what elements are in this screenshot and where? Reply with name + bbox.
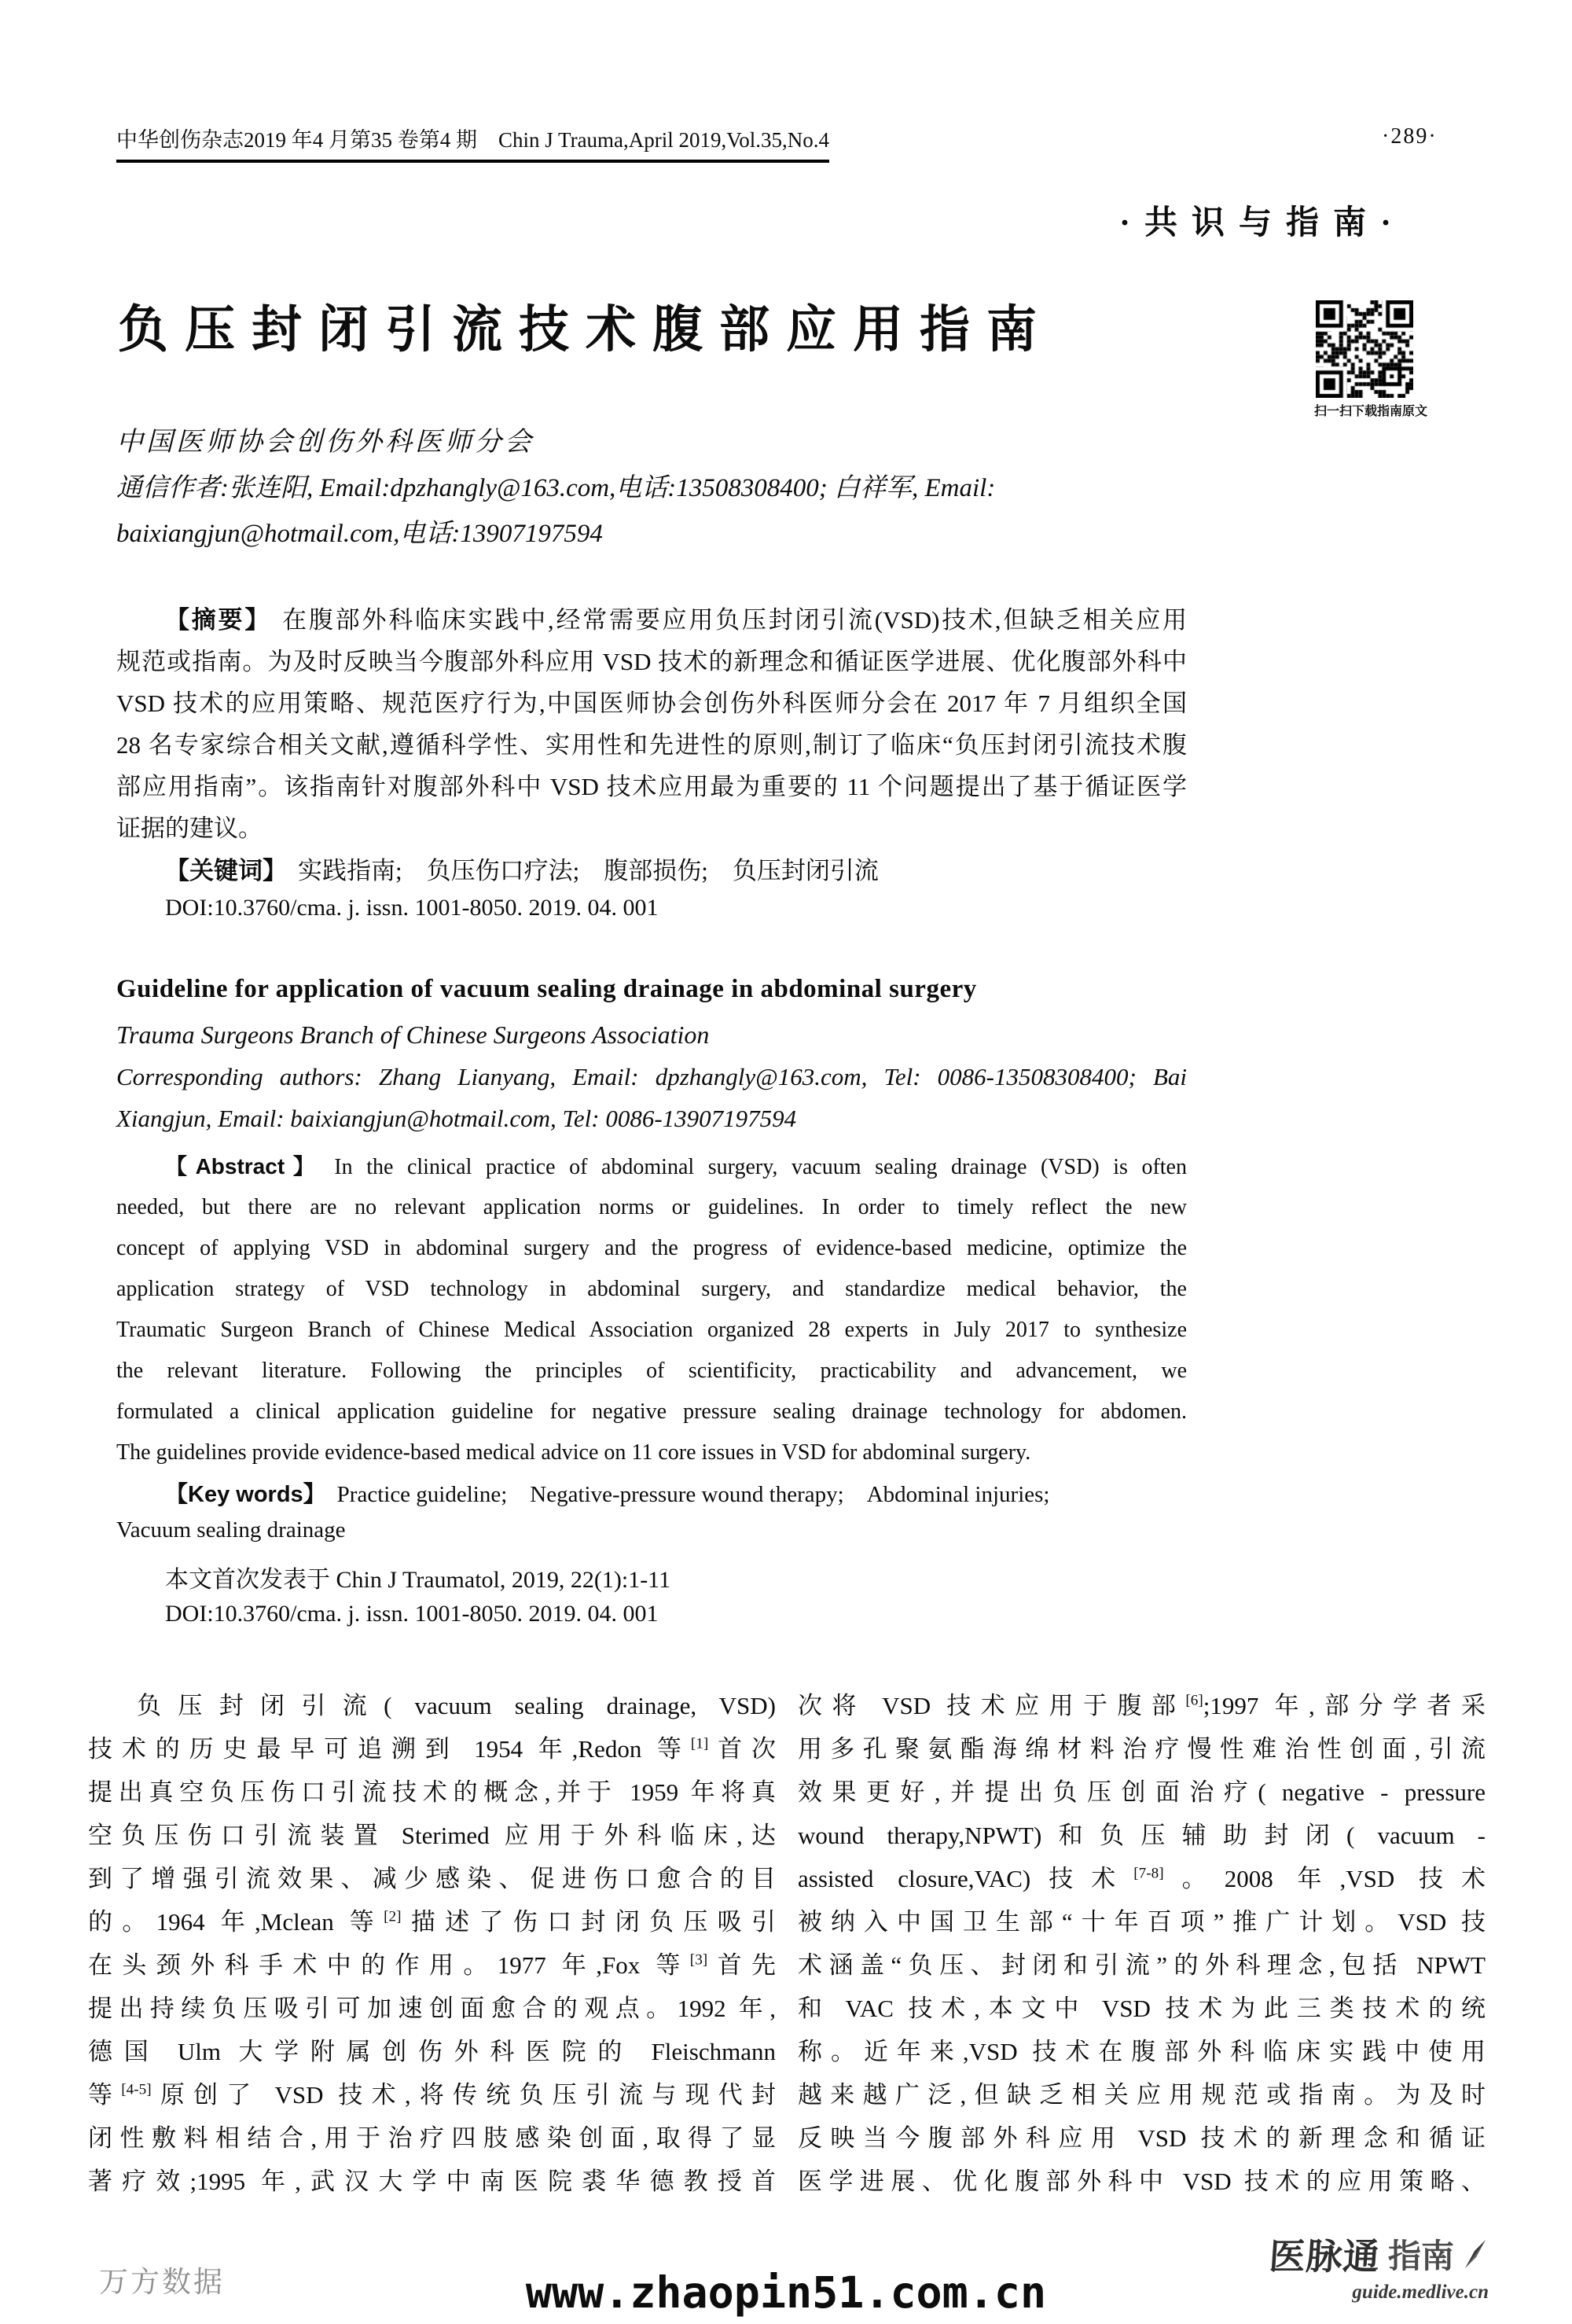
keywords-cn-text: 实践指南; 负压伤口疗法; 腹部损伤; 负压封闭引流 [298, 857, 879, 884]
body-line: 反映当今腹部外科应用 VSD 技术的新理念和循证 [798, 2124, 1486, 2152]
site-watermark: www.zhaopin51.com.cn [525, 2267, 1047, 2318]
body-right-column [798, 1684, 1486, 2203]
body-line: 等[4-5]原创了 VSD 技术,将传统负压引流与现代封 [88, 2081, 776, 2109]
body-line: 称。近年来,VSD 技术在腹部外科临床实践中使用 [798, 2038, 1486, 2065]
doi-cn: DOI:10.3760/cma. j. issn. 1001-8050. 2019. 04. 001 [165, 895, 659, 921]
corresponding-authors-cn-line1: 通信作者:张连阳, Email:dpzhangly@163.com,电话:13508308400; 白祥军, Email: [116, 474, 996, 502]
body-line: 提出真空负压伤口引流技术的概念,并于 1959 年将真 [88, 1778, 776, 1806]
english-keywords-line1 [116, 1476, 1236, 1509]
medlive-site: guide.medlive.cn [1352, 2282, 1489, 2303]
section-label: ·共识与指南· [1119, 205, 1406, 241]
abstract-cn-line: 28 名专家综合相关文献,遵循科学性、实用性和先进性的原则,制订了临床“负压封闭引流技术腹 [116, 731, 1187, 759]
english-abstract-line: application strategy of VSD technology in abdominal surgery, and standardize medical behavior, the [116, 1277, 1187, 1301]
doi-english: DOI:10.3760/cma. j. issn. 1001-8050. 2019. 04. 001 [165, 1601, 659, 1627]
body-line: 的。1964 年,Mclean 等[2]描述了伤口封闭负压吸引 [88, 1908, 776, 1936]
body-line: 德国 Ulm 大学附属创伤外科医院的 Fleischmann [88, 2038, 776, 2065]
english-abstract-line: The guidelines provide evidence-based medical advice on 11 core issues in VSD for abdominal surgery. [116, 1440, 1031, 1465]
english-keywords-text: Practice guideline; Negative-pressure wound therapy; Abdominal injuries; [336, 1482, 1050, 1507]
abstract-cn-line: 部应用指南”。该指南针对腹部外科中 VSD 技术应用最为重要的 11 个问题提出了基于循证医学 [116, 773, 1187, 800]
abstract-cn-line: VSD 技术的应用策略、规范医疗行为,中国医师协会创伤外科医师分会在 2017 年 7 月组织全国 [116, 689, 1187, 717]
abstract-cn-line: 规范或指南。为及时反映当今腹部外科应用 VSD 技术的新理念和循证医学进展、优化腹部外科中 [116, 648, 1187, 675]
medlive-guide-label: 指南 [1387, 2238, 1454, 2274]
body-line: 效果更好,并提出负压创面治疗( negative - pressure [798, 1778, 1486, 1806]
journal-header-text: 中华创伤杂志2019 年4 月第35 卷第4 期 Chin J Trauma,April 2019,Vol.35,No.4 [116, 128, 829, 163]
english-abstract-text: In the clinical practice of abdominal surgery, vacuum sealing drainage (VSD) is often [334, 1155, 1187, 1179]
body-line: 著疗效;1995 年,武汉大学中南医院裘华德教授首 [88, 2168, 776, 2195]
wanfang-watermark: 万方数据 [99, 2267, 225, 2299]
body-columns [88, 1684, 1486, 2203]
abstract-cn-label: 【摘要】 [165, 606, 272, 634]
body-line: 到了增强引流效果、减少感染、促进伤口愈合的目 [88, 1865, 776, 1892]
body-line: 被纳入中国卫生部“十年百项”推广计划。VSD 技 [798, 1908, 1486, 1936]
body-line: 负压封闭引流( vacuum sealing drainage, VSD) [137, 1692, 776, 1719]
qr-caption: 扫一扫下载指南原文 [1314, 405, 1428, 418]
english-keywords-label: 【Key words】 [165, 1482, 326, 1507]
body-left-column [88, 1684, 776, 2203]
english-abstract [116, 1146, 1187, 1473]
medlive-logo-block [1269, 2228, 1489, 2304]
journal-header [116, 123, 829, 153]
body-line: 和 VAC 技术,本文中 VSD 技术为此三类技术的统 [798, 1995, 1486, 2022]
body-line: 术涵盖“负压、封闭和引流”的外科理念,包括 NPWT [798, 1951, 1486, 1979]
keywords-cn [116, 851, 1236, 886]
english-keywords-line2: Vacuum sealing drainage [116, 1517, 346, 1543]
abstract-cn-line: 证据的建议。 [116, 815, 263, 842]
body-line: 在头颈外科手术中的作用。1977 年,Fox 等[3]首先 [88, 1951, 776, 1979]
first-published-note: 本文首次发表于 Chin J Traumatol, 2019, 22(1):1-11 [165, 1567, 671, 1593]
qr-code [1316, 300, 1413, 398]
article-title: 负压封闭引流技术腹部应用指南 [118, 301, 1053, 358]
english-abstract-line [116, 1146, 1187, 1187]
keywords-cn-label: 【关键词】 [165, 857, 287, 884]
abstract-cn-text: 在腹部外科临床实践中,经常需要应用负压封闭引流(VSD)技术,但缺乏相关应用 [282, 606, 1187, 634]
corresponding-authors-cn-line2: baixiangjun@hotmail.com,电话:13907197594 [116, 520, 603, 548]
body-line: 用多孔聚氨酯海绵材料治疗慢性难治性创面,引流 [798, 1735, 1486, 1763]
medlive-logo: 医脉通 [1267, 2236, 1382, 2277]
english-abstract-line: needed, but there are no relevant application norms or guidelines. In order to timely reflect the new [116, 1195, 1187, 1219]
english-abstract-line: the relevant literature. Following the principles of scientificity, practicability and advancement, we [116, 1359, 1187, 1383]
english-title: Guideline for application of vacuum sealing drainage in abdominal surgery [116, 975, 977, 1003]
body-line: 空负压伤口引流装置 Sterimed 应用于外科临床,达 [88, 1822, 776, 1849]
body-line: 技术的历史最早可追溯到 1954 年,Redon 等[1]首次 [88, 1735, 776, 1763]
page-number: ·289· [1382, 124, 1438, 149]
abstract-cn [116, 599, 1187, 849]
medlive-compass-icon [1462, 2238, 1489, 2270]
english-abstract-label: 【Abstract】 [165, 1154, 324, 1179]
body-line: assisted closure,VAC)技术[7-8]。2008 年,VSD 技术 [798, 1865, 1486, 1892]
body-line: 医学进展、优化腹部外科中 VSD 技术的应用策略、 [798, 2168, 1486, 2195]
english-abstract-line: Traumatic Surgeon Branch of Chinese Medical Association organized 28 experts in July 2017 to synthesize [116, 1318, 1187, 1342]
body-line: wound therapy,NPWT)和负压辅助封闭( vacuum - [798, 1822, 1486, 1849]
english-corresponding-line1: Corresponding authors: Zhang Lianyang, Email: dpzhangly@163.com, Tel: 0086-13508308400; Bai [116, 1063, 1187, 1090]
english-abstract-line: formulated a clinical application guideline for negative pressure sealing drainage technology for abdomen. [116, 1399, 1187, 1424]
english-abstract-line: concept of applying VSD in abdominal surgery and the progress of evidence-based medicine, optimize the [116, 1236, 1187, 1260]
body-line: 提出持续负压吸引可加速创面愈合的观点。1992 年, [88, 1995, 776, 2022]
english-affiliation: Trauma Surgeons Branch of Chinese Surgeons Association [116, 1020, 710, 1049]
qr-block [1314, 300, 1428, 419]
affiliation-cn: 中国医师协会创伤外科医师分会 [116, 428, 534, 457]
english-corresponding-line2: Xiangjun, Email: baixiangjun@hotmail.com, Tel: 0086-13907197594 [116, 1105, 797, 1132]
body-line: 次将 VSD 技术应用于腹部[6];1997 年,部分学者采 [798, 1692, 1486, 1719]
body-line: 越来越广泛,但缺乏相关应用规范或指南。为及时 [798, 2081, 1486, 2109]
body-line: 闭性敷料相结合,用于治疗四肢感染创面,取得了显 [88, 2124, 776, 2152]
abstract-cn-line [116, 599, 1187, 641]
